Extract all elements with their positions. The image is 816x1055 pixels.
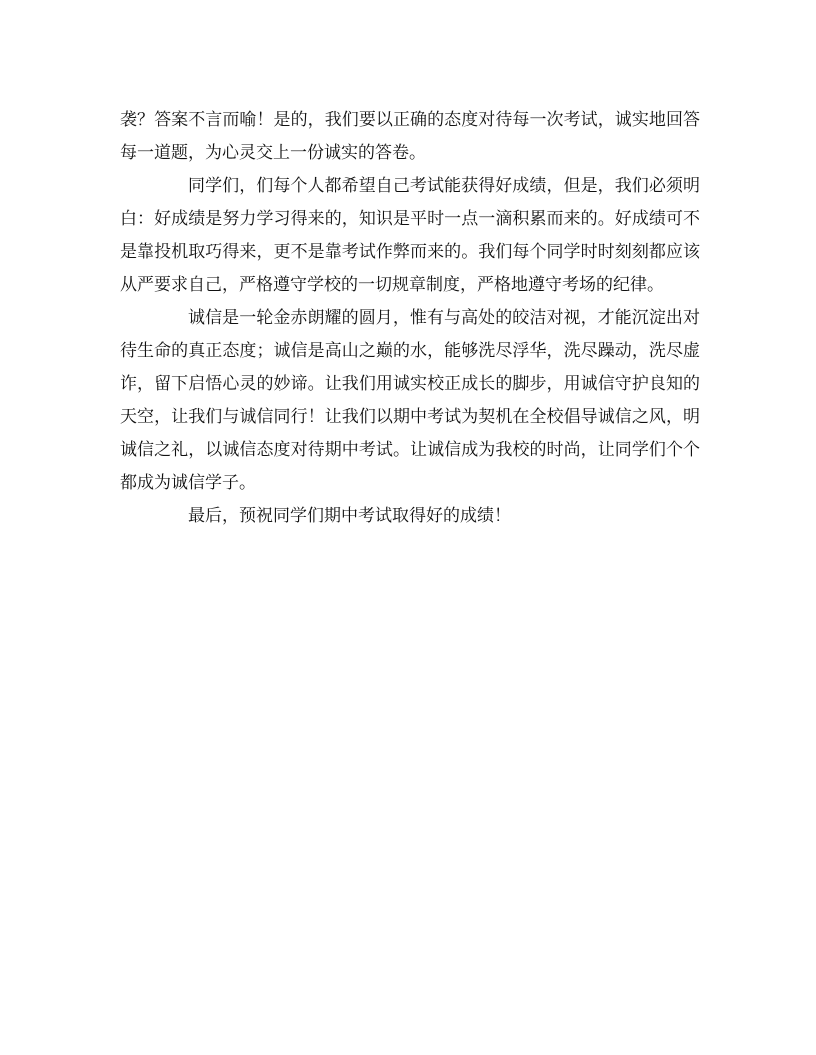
document-body — [120, 104, 700, 533]
paragraph-integrity: 诚信是一轮金赤朗耀的圆月，惟有与高处的皎洁对视，才能沉淀出对待生命的真正态度；诚信是高山之巅的水，能够洗尽浮华，洗尽躁动，洗尽虚诈，留下启悟心灵的妙谛。让我们用诚实校正成长的脚步，用诚信守护良知的天空，让我们与诚信同行！让我们以期中考试为契机在全校倡导诚信之风，明诚信之礼，以诚信态度对待期中考试。让诚信成为我校的时尚，让同学们个个都成为诚信学子。 — [120, 308, 700, 493]
paragraph-continuation: 袭？答案不言而喻！是的，我们要以正确的态度对待每一次考试，诚实地回答每一道题，为心灵交上一份诚实的答卷。 — [120, 110, 700, 163]
paragraph-good-grades: 同学们，们每个人都希望自己考试能获得好成绩，但是，我们必须明白：好成绩是努力学习得来的，知识是平时一点一滴积累而来的。好成绩可不是靠投机取巧得来，更不是靠考试作弊而来的。我们每个同学时时刻刻都应该从严要求自己，严格遵守学校的一切规章制度，严格地遵守考场的纪律。 — [120, 176, 700, 295]
paragraph-closing-wish: 最后，预祝同学们期中考试取得好的成绩！ — [188, 506, 511, 526]
